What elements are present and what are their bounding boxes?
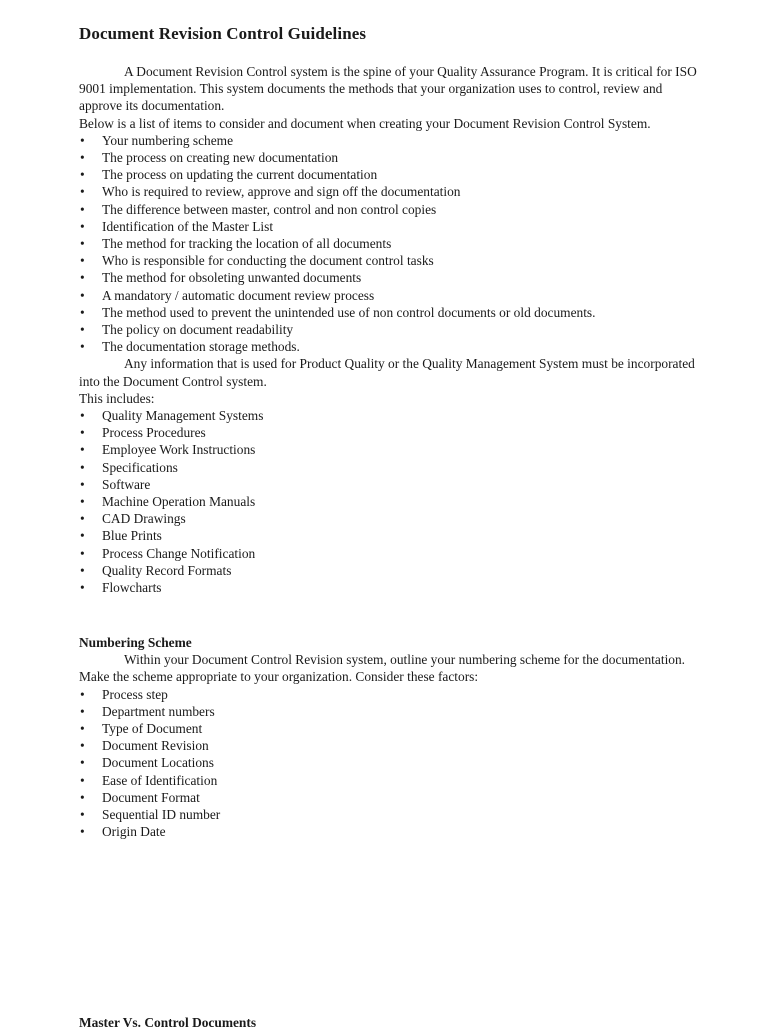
list-item-text: The documentation storage methods. xyxy=(102,339,300,355)
list-item xyxy=(79,527,699,544)
list-item xyxy=(79,235,699,252)
list-item-text: Type of Document xyxy=(102,721,203,737)
list-item-text: Document Revision xyxy=(102,738,209,754)
list-item-text: Your numbering scheme xyxy=(102,132,234,148)
bullet-icon: • xyxy=(80,132,85,148)
bullet-icon: • xyxy=(80,494,85,510)
bullet-icon: • xyxy=(80,425,85,441)
bullet-icon: • xyxy=(80,580,85,596)
bullet-icon: • xyxy=(80,511,85,527)
list-intro: Below is a list of items to consider and document when creating your Document Revision Control System. xyxy=(79,115,651,131)
information-paragraph: Any information that is used for Product Quality or the Quality Management System must be incorporated into the Document Control system. xyxy=(79,356,695,389)
list-item xyxy=(79,321,699,338)
bullet-icon: • xyxy=(80,287,85,303)
bullet-icon: • xyxy=(80,721,85,737)
bullet-icon: • xyxy=(80,408,85,424)
list-item xyxy=(79,562,699,579)
list-item xyxy=(79,476,699,493)
list-item-text: Identification of the Master List xyxy=(102,218,274,234)
list-item xyxy=(79,579,699,596)
list-item xyxy=(79,424,699,441)
bullet-icon: • xyxy=(80,703,85,719)
bullet-icon: • xyxy=(80,253,85,269)
list-item-text: Process Change Notification xyxy=(102,545,256,561)
list-item-text: Process Procedures xyxy=(102,425,206,441)
list-item xyxy=(79,149,699,166)
bullet-icon: • xyxy=(80,339,85,355)
list-item-text: Software xyxy=(102,476,151,492)
list-item xyxy=(79,201,699,218)
list-item-text: Quality Record Formats xyxy=(102,562,232,578)
bullet-icon: • xyxy=(80,184,85,200)
list-item-text: Blue Prints xyxy=(102,528,162,544)
list-item-text: Ease of Identification xyxy=(102,772,218,788)
list-item-text: CAD Drawings xyxy=(102,511,186,527)
list-item-text: Department numbers xyxy=(102,703,215,719)
bullet-icon: • xyxy=(80,528,85,544)
list-item-text: A mandatory / automatic document review process xyxy=(102,287,375,303)
bullet-icon: • xyxy=(80,789,85,805)
list-item xyxy=(79,166,699,183)
list-item xyxy=(79,510,699,527)
bullet-icon: • xyxy=(80,738,85,754)
list-item xyxy=(79,407,699,424)
list-item xyxy=(79,737,699,754)
list-item xyxy=(79,338,699,355)
intro-section xyxy=(79,63,699,596)
list-item xyxy=(79,459,699,476)
includes-label: This includes: xyxy=(79,390,155,406)
list-item xyxy=(79,772,699,789)
bullet-icon: • xyxy=(80,201,85,217)
factors-list xyxy=(79,686,699,841)
list-item-text: Document Locations xyxy=(102,755,214,771)
list-item-text: Document Format xyxy=(102,789,200,805)
bullet-icon: • xyxy=(80,442,85,458)
list-item-text: Quality Management Systems xyxy=(102,408,264,424)
list-item xyxy=(79,183,699,200)
bullet-icon: • xyxy=(80,772,85,788)
list-item xyxy=(79,806,699,823)
bullet-icon: • xyxy=(80,459,85,475)
list-item-text: The method for tracking the location of all documents xyxy=(102,236,392,252)
list-item xyxy=(79,304,699,321)
bullet-icon: • xyxy=(80,236,85,252)
bullet-icon: • xyxy=(80,150,85,166)
numbering-paragraph: Within your Document Control Revision system, outline your numbering scheme for the documentation. Make the scheme appropriate to your organization. Consider these factors: xyxy=(79,652,686,685)
list-item-text: The method for obsoleting unwanted documents xyxy=(102,270,362,286)
list-item-text: The policy on document readability xyxy=(102,322,294,338)
bullet-icon: • xyxy=(80,686,85,702)
list-item-text: The difference between master, control and non control copies xyxy=(102,201,437,217)
bullet-icon: • xyxy=(80,807,85,823)
includes-list xyxy=(79,407,699,596)
list-item-text: Process step xyxy=(102,686,168,702)
list-item-text: Machine Operation Manuals xyxy=(102,494,256,510)
list-item xyxy=(79,720,699,737)
list-item xyxy=(79,287,699,304)
bullet-icon: • xyxy=(80,824,85,840)
bullet-icon: • xyxy=(80,218,85,234)
considerations-list xyxy=(79,132,699,356)
list-item-text: Flowcharts xyxy=(102,580,162,596)
list-item-text: Who is required to review, approve and sign off the documentation xyxy=(102,184,461,200)
bullet-icon: • xyxy=(80,270,85,286)
list-item-text: Who is responsible for conducting the document control tasks xyxy=(102,253,434,269)
list-item-text: The process on creating new documentation xyxy=(102,150,339,166)
list-item-text: The method used to prevent the unintended use of non control documents or old documents. xyxy=(102,304,596,320)
bullet-icon: • xyxy=(80,545,85,561)
list-item xyxy=(79,686,699,703)
list-item xyxy=(79,252,699,269)
bullet-icon: • xyxy=(80,476,85,492)
numbering-heading: Numbering Scheme xyxy=(79,635,192,650)
list-item xyxy=(79,269,699,286)
list-item xyxy=(79,441,699,458)
list-item xyxy=(79,493,699,510)
document-title: Document Revision Control Guidelines xyxy=(79,24,367,43)
list-item-text: Employee Work Instructions xyxy=(102,442,256,458)
list-item-text: Sequential ID number xyxy=(102,807,221,823)
bullet-icon: • xyxy=(80,562,85,578)
list-item xyxy=(79,545,699,562)
list-item xyxy=(79,754,699,771)
list-item xyxy=(79,218,699,235)
bullet-icon: • xyxy=(80,304,85,320)
bullet-icon: • xyxy=(80,755,85,771)
list-item-text: Specifications xyxy=(102,459,178,475)
bullet-icon: • xyxy=(80,322,85,338)
list-item xyxy=(79,132,699,149)
list-item-text: Origin Date xyxy=(102,824,166,840)
list-item xyxy=(79,823,699,840)
list-item xyxy=(79,703,699,720)
bullet-icon: • xyxy=(80,167,85,183)
numbering-section xyxy=(79,634,699,840)
next-section-heading: Master Vs. Control Documents xyxy=(79,1015,257,1030)
list-item xyxy=(79,789,699,806)
intro-paragraph: A Document Revision Control system is the spine of your Quality Assurance Program. It is critical for ISO 9001 implementation. This system documents the methods that your organization uses to control, review and approve its documentation. xyxy=(79,64,697,114)
list-item-text: The process on updating the current documentation xyxy=(102,167,378,183)
